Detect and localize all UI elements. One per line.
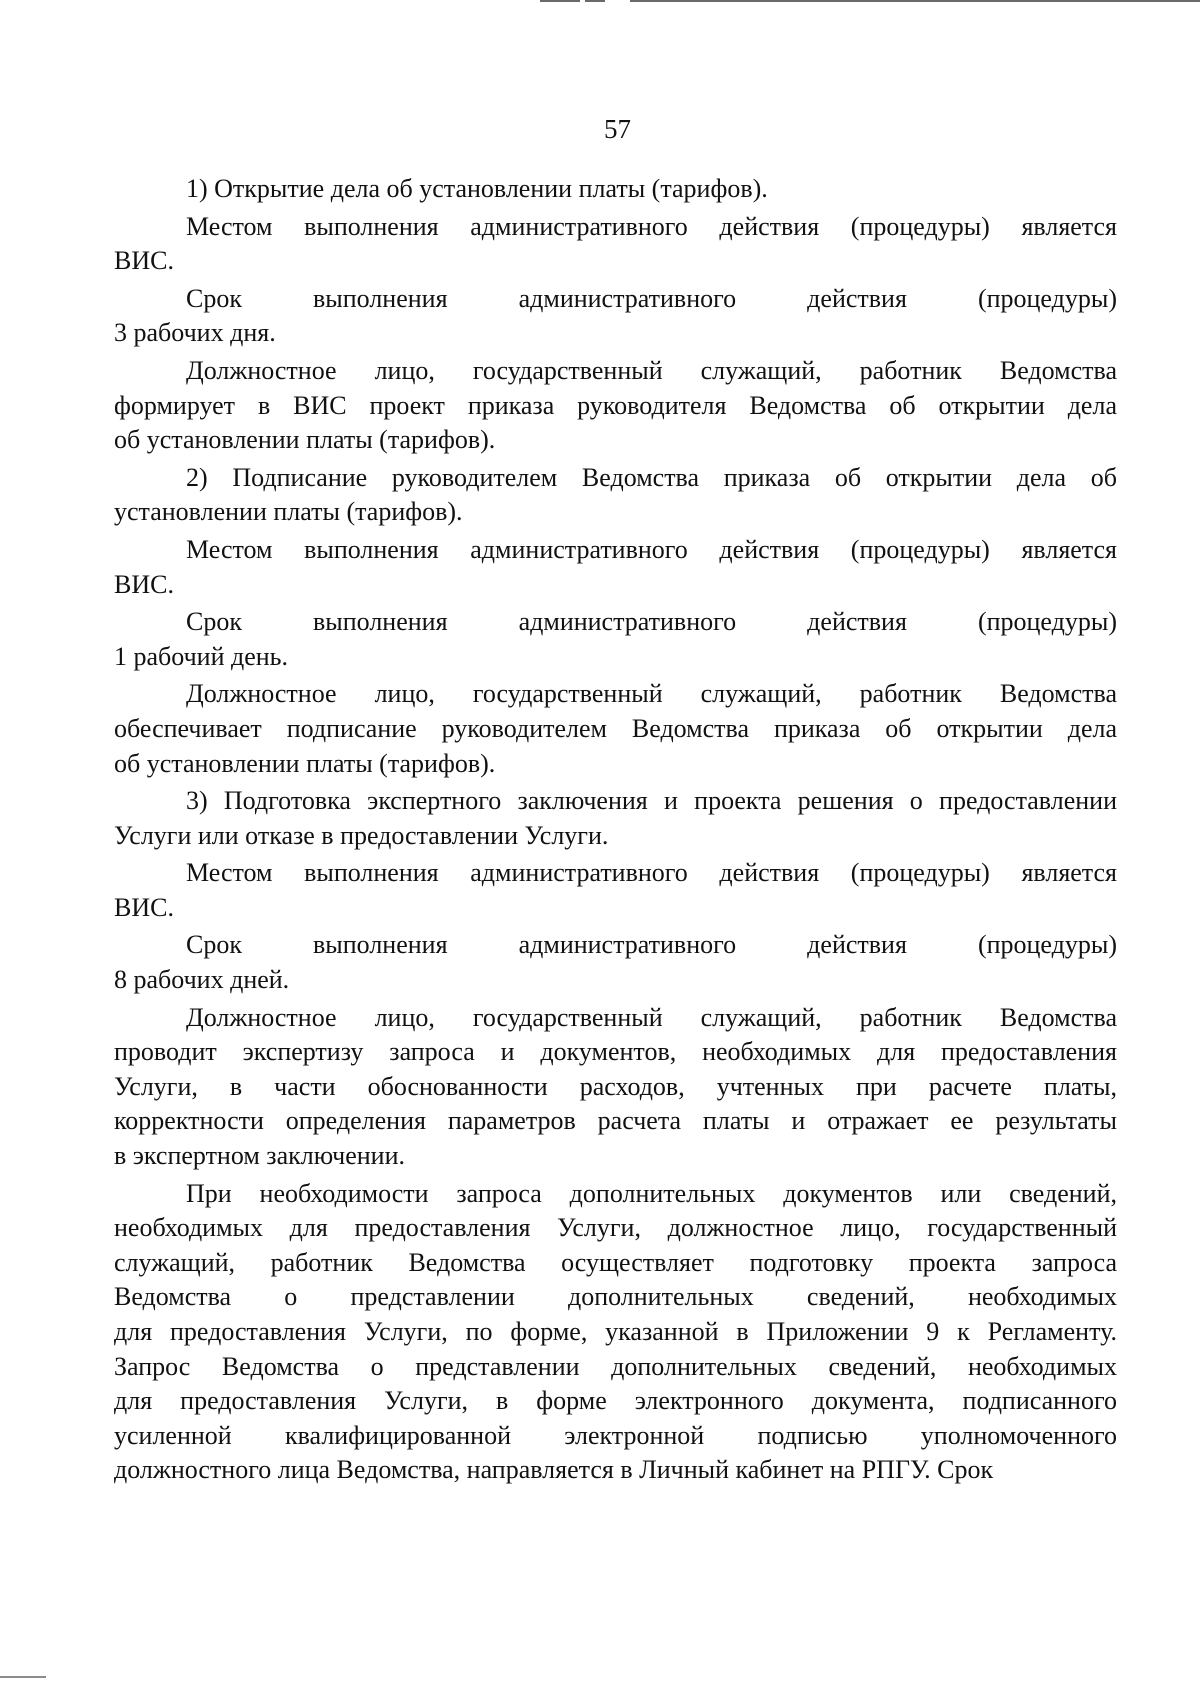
paragraph <box>114 677 1117 781</box>
paragraph-line: корректности определения параметров расчета платы и отражает ее результаты <box>114 1106 1117 1136</box>
paragraph-line: усиленной квалифицированной электронной подписью уполномоченного <box>114 1420 1117 1450</box>
paragraph-line: Должностное лицо, государственный служащий, работник Ведомства <box>186 355 1117 385</box>
paragraph <box>114 282 1117 351</box>
paragraph-line: установлении платы (тарифов). <box>114 497 463 527</box>
paragraph <box>114 172 1117 207</box>
paragraph-line: обеспечивает подписание руководителем Ведомства приказа об открытии дела <box>114 713 1117 743</box>
paragraph-line: Запрос Ведомства о представлении дополнительных сведений, необходимых <box>114 1351 1117 1381</box>
paragraph-line: Местом выполнения административного действия (процедуры) является <box>186 858 1117 888</box>
paragraph-line: проводит экспертизу запроса и документов, необходимых для предоставления <box>114 1037 1117 1067</box>
paragraph-line: должностного лица Ведомства, направляется в Личный кабинет на РПГУ. Срок <box>114 1455 994 1485</box>
paragraph-line: 2) Подписание руководителем Ведомства приказа об открытии дела об <box>186 462 1117 492</box>
paragraph-line: об установлении платы (тарифов). <box>114 425 496 455</box>
paragraph-line: служащий, работник Ведомства осуществляет подготовку проекта запроса <box>114 1247 1117 1277</box>
paragraph-line: в экспертном заключении. <box>114 1141 406 1171</box>
scan-top-edge <box>0 0 1200 3</box>
paragraph-line: формирует в ВИС проект приказа руководителя Ведомства об открытии дела <box>114 390 1117 420</box>
paragraph <box>114 605 1117 674</box>
paragraph <box>114 1177 1117 1488</box>
paragraph <box>114 784 1117 853</box>
scan-bottom-mark <box>0 1676 46 1678</box>
document-body <box>114 172 1117 1488</box>
paragraph-line: Срок выполнения административного действия (процедуры) <box>186 607 1117 637</box>
paragraph-line: для предоставления Услуги, по форме, указанной в Приложении 9 к Регламенту. <box>114 1317 1117 1346</box>
paragraph-line: ВИС. <box>114 892 174 922</box>
paragraph-line: для предоставления Услуги, в форме электронного документа, подписанного <box>114 1386 1117 1416</box>
paragraph-line: 1 рабочий день. <box>114 641 289 671</box>
paragraph-line: об установлении платы (тарифов). <box>114 748 496 778</box>
paragraph-line: Срок выполнения административного действия (процедуры) <box>186 283 1117 313</box>
paragraph-line: Должностное лицо, государственный служащий, работник Ведомства <box>186 679 1117 709</box>
paragraph-line: 3) Подготовка экспертного заключения и проекта решения о предоставлении <box>186 786 1117 816</box>
paragraph-line: Должностное лицо, государственный служащий, работник Ведомства <box>186 1002 1117 1032</box>
paragraph <box>114 1001 1117 1174</box>
paragraph <box>114 354 1117 458</box>
paragraph-line: Услуги или отказе в предоставлении Услуги. <box>114 820 609 850</box>
paragraph-line: 3 рабочих дня. <box>114 318 276 348</box>
paragraph-line: Срок выполнения административного действия (процедуры) <box>186 930 1117 960</box>
paragraph <box>114 928 1117 997</box>
paragraph-line: Местом выполнения административного действия (процедуры) является <box>186 534 1117 564</box>
paragraph-line: 1) Открытие дела об установлении платы (тарифов). <box>186 174 768 203</box>
paragraph <box>114 533 1117 602</box>
paragraph <box>114 210 1117 279</box>
paragraph-line: ВИС. <box>114 569 174 599</box>
paragraph-line: 8 рабочих дней. <box>114 965 290 995</box>
page-number: 57 <box>604 114 631 144</box>
paragraph-line: ВИС. <box>114 246 174 276</box>
paragraph-line: При необходимости запроса дополнительных документов или сведений, <box>186 1178 1117 1208</box>
paragraph-line: Местом выполнения административного действия (процедуры) является <box>186 211 1117 241</box>
paragraph-line: Услуги, в части обоснованности расходов, учтенных при расчете платы, <box>114 1071 1117 1101</box>
paragraph-line: необходимых для предоставления Услуги, должностное лицо, государственный <box>114 1213 1117 1243</box>
paragraph <box>114 461 1117 530</box>
paragraph <box>114 856 1117 925</box>
paragraph-line: Ведомства о представлении дополнительных сведений, необходимых <box>114 1282 1117 1312</box>
